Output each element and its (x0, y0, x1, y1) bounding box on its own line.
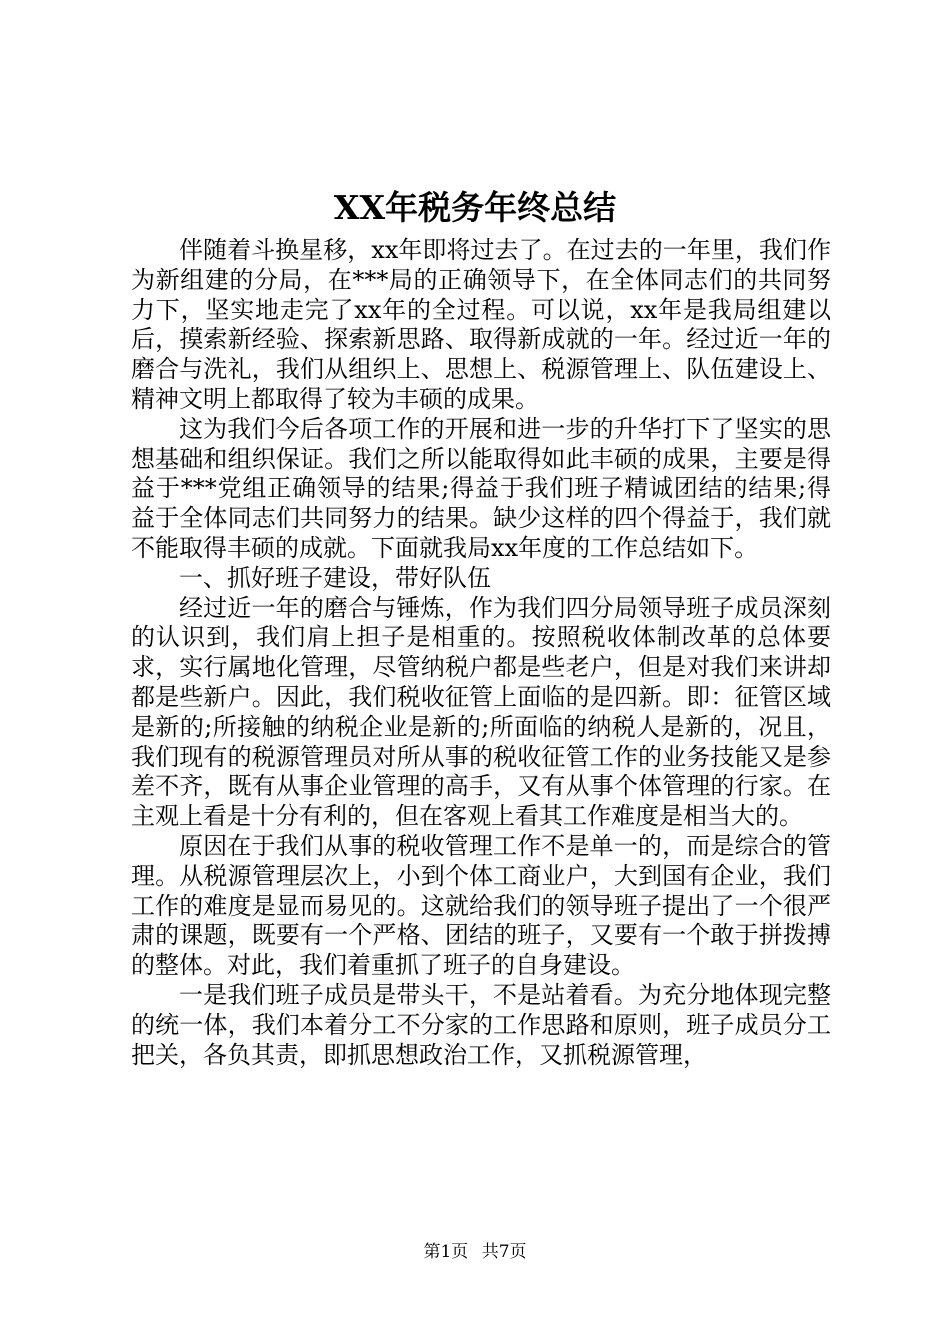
document-title: XX年税务年终总结 (333, 188, 617, 227)
page-number-current: 第1页 (423, 1242, 469, 1262)
section-heading: 一、抓好班子建设，带好队伍 (179, 563, 491, 592)
document-body (131, 236, 831, 1070)
page-footer (0, 1240, 950, 1264)
page-number-total: 共7页 (481, 1242, 527, 1262)
paragraph: 原因在于我们从事的税收管理工作不是单一的，而是综合的管理。从税源管理层次上，小到个体工商业户，大到国有企业，我们工作的难度是显而易见的。这就给我们的领导班子提出了一个很严肃的课题，既要有一个严格、团结的班子，又要有一个敢于拼拨搏的整体。对此，我们着重抓了班子的自身建设。 (131, 831, 831, 980)
paragraph: 伴随着斗换星移，xx年即将过去了。在过去的一年里，我们作为新组建的分局，在***局的正确领导下，在全体同志们的共同努力下，坚实地走完了xx年的全过程。可以说，xx年是我局组建以后，摸索新经验、探索新思路、取得新成就的一年。经过近一年的磨合与洗礼，我们从组织上、思想上、税源管理上、队伍建设上、精神文明上都取得了较为丰硕的成果。 (131, 236, 831, 413)
paragraph: 一是我们班子成员是带头干，不是站着看。为充分地体现完整的统一体，我们本着分工不分家的工作思路和原则，班子成员分工把关，各负其责，即抓思想政治工作，又抓税源管理， (131, 980, 831, 1069)
paragraph: 经过近一年的磨合与锤炼，作为我们四分局领导班子成员深刻的认识到，我们肩上担子是相重的。按照税收体制改革的总体要求，实行属地化管理，尽管纳税户都是些老户，但是对我们来讲却都是些新户。因此，我们税收征管上面临的是四新。即：征管区域是新的;所接触的纳税企业是新的;所面临的纳税人是新的，况且，我们现有的税源管理员对所从事的税收征管工作的业务技能又是参差不齐，既有从事企业管理的高手，又有从事个体管理的行家。在主观上看是十分有利的，但在客观上看其工作难度是相当大的。 (131, 593, 831, 831)
paragraph: 这为我们今后各项工作的开展和进一步的升华打下了坚实的思想基础和组织保证。我们之所以能取得如此丰硕的成果，主要是得益于***党组正确领导的结果;得益于我们班子精诚团结的结果;得益于全体同志们共同努力的结果。缺少这样的四个得益于，我们就不能取得丰硕的成就。下面就我局xx年度的工作总结如下。 (131, 414, 831, 562)
